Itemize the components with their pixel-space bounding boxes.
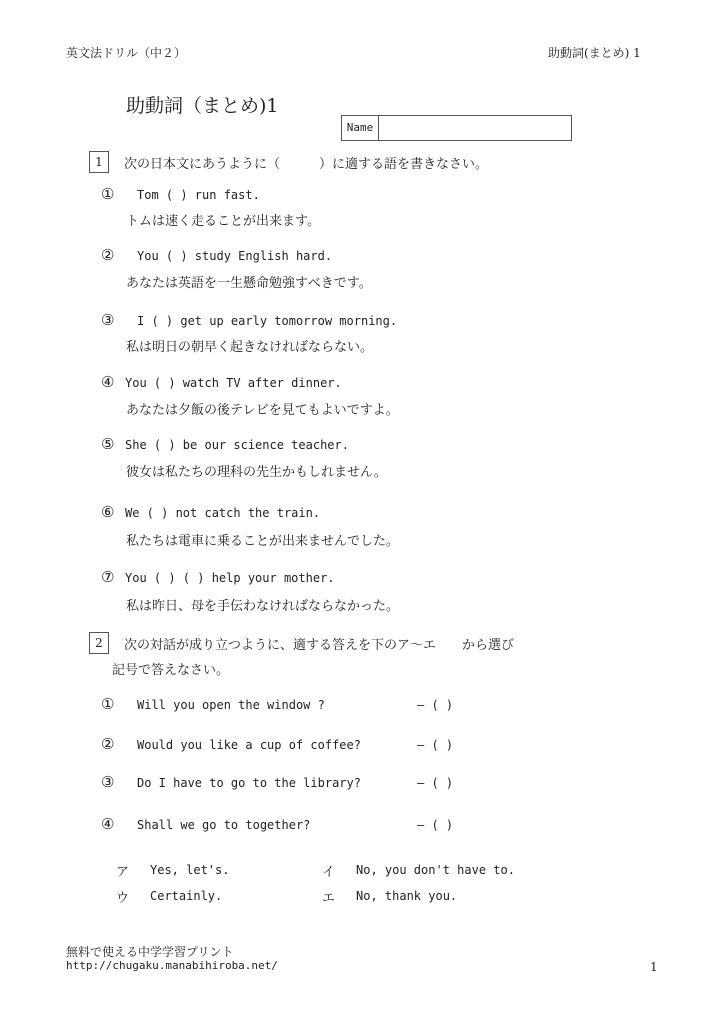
choice-mark: ウ xyxy=(116,891,130,906)
item-mark: ④ xyxy=(101,815,115,833)
item-mark: ③ xyxy=(101,773,115,791)
section-2-number: 2 xyxy=(89,632,109,654)
answer-blank[interactable]: ― ( ) xyxy=(417,776,454,790)
item-english: We ( ) not catch the train. xyxy=(125,506,321,520)
choice-text: Certainly. xyxy=(150,889,223,903)
choice-mark: イ xyxy=(322,865,336,880)
item-english: I ( ) get up early tomorrow morning. xyxy=(137,314,398,328)
header-right: 助動詞(まとめ) 1 xyxy=(548,46,641,60)
answer-blank[interactable]: ― ( ) xyxy=(417,698,454,712)
item-japanese: 私たちは電車に乗ることが出来ませんでした。 xyxy=(126,534,400,549)
header-left: 英文法ドリル（中２） xyxy=(66,46,187,60)
footer-title: 無料で使える中学学習プリント xyxy=(66,945,234,959)
item-mark: ① xyxy=(101,185,115,203)
item-japanese: 彼女は私たちの理科の先生かもしれません。 xyxy=(126,465,387,480)
item-mark: ② xyxy=(101,246,115,264)
section-2-instruction-cont: 記号で答えなさい。 xyxy=(112,663,230,678)
section-1-instruction: 次の日本文にあうように（ ）に適する語を書きなさい。 xyxy=(124,157,489,172)
answer-blank[interactable]: ― ( ) xyxy=(417,818,454,832)
item-mark: ⑤ xyxy=(101,435,115,453)
item-japanese: 私は明日の朝早く起きなければならない。 xyxy=(126,340,374,355)
dialog-question: Would you like a cup of coffee? xyxy=(137,738,361,752)
choice-text: Yes, let's. xyxy=(150,863,230,877)
section-1-number: 1 xyxy=(89,151,109,173)
item-japanese: トムは速く走ることが出来ます。 xyxy=(126,214,320,229)
item-mark: ⑦ xyxy=(101,568,115,586)
dialog-question: Will you open the window ? xyxy=(137,698,325,712)
dialog-question: Do I have to go to the library? xyxy=(137,776,361,790)
item-english: You ( ) study English hard. xyxy=(137,249,333,263)
item-mark: ② xyxy=(101,735,115,753)
item-english: She ( ) be our science teacher. xyxy=(125,438,349,452)
name-label: Name xyxy=(342,116,379,140)
page-number: 1 xyxy=(650,960,658,974)
item-mark: ③ xyxy=(101,311,115,329)
answer-blank[interactable]: ― ( ) xyxy=(417,738,454,752)
choice-text: No, thank you. xyxy=(356,889,458,903)
dialog-question: Shall we go to together? xyxy=(137,818,311,832)
item-mark: ⑥ xyxy=(101,503,115,521)
item-mark: ① xyxy=(101,695,115,713)
footer-url[interactable]: http://chugaku.manabihiroba.net/ xyxy=(66,959,278,972)
item-mark: ④ xyxy=(101,373,115,391)
choice-mark: ア xyxy=(116,865,130,880)
name-field[interactable] xyxy=(341,115,572,141)
page-title: 助動詞（まとめ)1 xyxy=(126,95,279,117)
choice-mark: エ xyxy=(322,891,336,906)
choice-text: No, you don't have to. xyxy=(356,863,515,877)
item-english: Tom ( ) run fast. xyxy=(137,188,260,202)
section-2-instruction: 次の対話が成り立つように、適する答えを下のア～エ から選び xyxy=(124,638,515,653)
item-english: You ( ) ( ) help your mother. xyxy=(125,571,335,585)
item-japanese: あなたは英語を一生懸命勉強すべきです。 xyxy=(126,276,372,291)
item-english: You ( ) watch TV after dinner. xyxy=(125,376,342,390)
item-japanese: 私は昨日、母を手伝わなければならなかった。 xyxy=(126,599,400,614)
item-japanese: あなたは夕飯の後テレビを見てもよいですよ。 xyxy=(126,403,399,418)
